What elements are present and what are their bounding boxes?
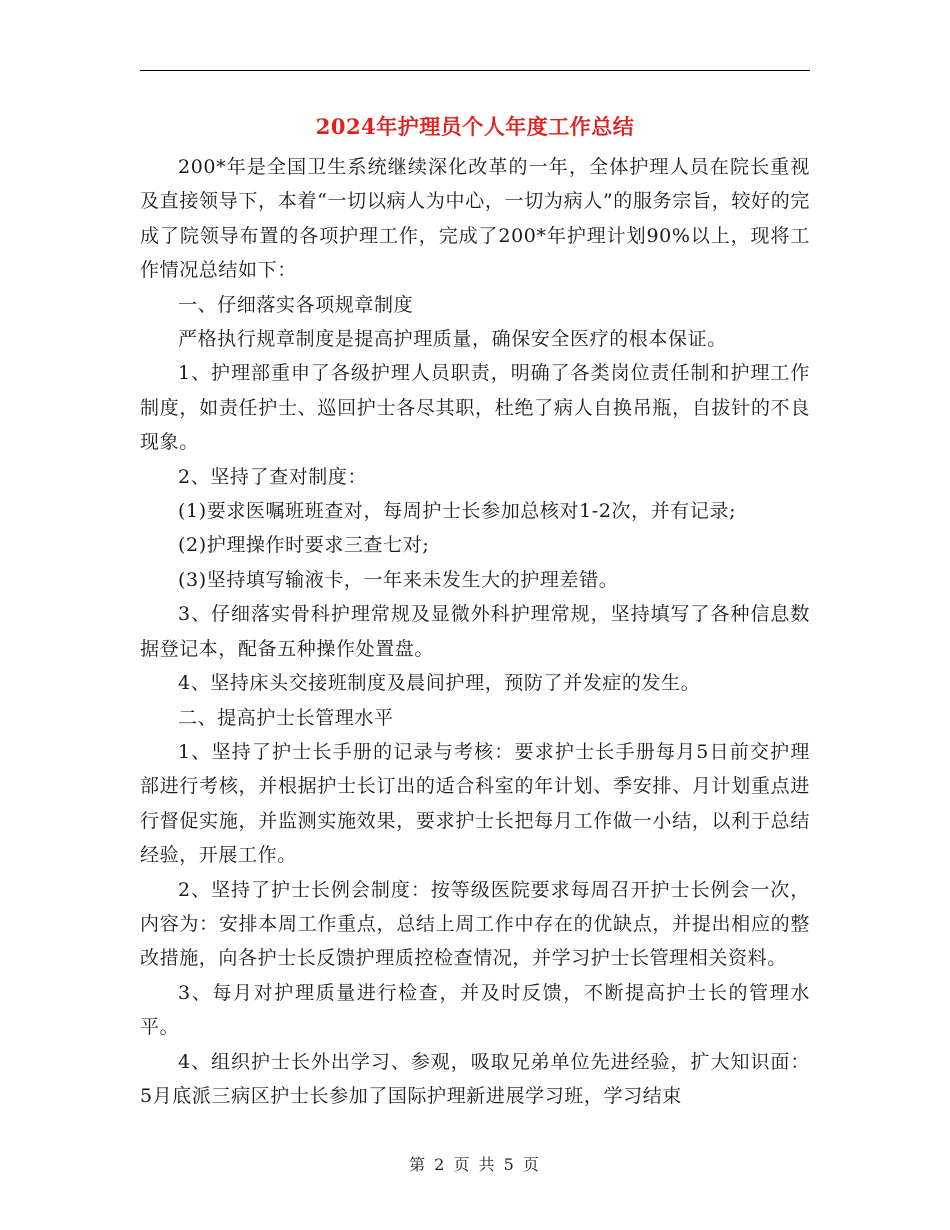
list-item: (1)要求医嘱班班查对，每周护士长参加总核对1-2次，并有记录;: [178, 500, 737, 523]
document-title: 2024年护理员个人年度工作总结: [315, 114, 635, 139]
paragraph: 4、坚持床头交接班制度及晨间护理，预防了并发症的发生。: [178, 672, 701, 695]
section-heading-2: 二、提高护士长管理水平: [178, 706, 394, 729]
paragraph: 2、坚持了查对制度：: [178, 465, 368, 488]
section-heading-1: 一、仔细落实各项规章制度: [178, 293, 414, 316]
paragraph: 4、组织护士长外出学习、参观，吸取兄弟单位先进经验，扩大知识面：5月底派三病区护士长参加了国际护理新进展学习班，学习结束: [140, 1050, 810, 1107]
document-body: [140, 150, 810, 1113]
paragraph-intro: 200*年是全国卫生系统继续深化改革的一年，全体护理人员在院长重视及直接领导下，本着“一切以病人为中心，一切为病人”的服务宗旨，较好的完成了院领导布置的各项护理工作，完成了200*年护理计划90%以上，现将工作情况总结如下：: [140, 156, 810, 282]
list-item: (2)护理操作时要求三查七对;: [178, 534, 430, 557]
page-number: 第 2 页 共 5 页: [409, 1155, 541, 1174]
header-rule: [140, 70, 810, 71]
paragraph: 1、坚持了护士长手册的记录与考核：要求护士长手册每月5日前交护理部进行考核，并根据护士长订出的适合科室的年计划、季安排、月计划重点进行督促实施，并监测实施效果，要求护士长把每月工作做一小结，以利于总结经验，开展工作。: [140, 740, 810, 867]
paragraph: 1、护理部重申了各级护理人员职责，明确了各类岗位责任制和护理工作制度，如责任护士、巡回护士各尽其职，杜绝了病人自换吊瓶，自拔针的不良现象。: [140, 362, 810, 454]
paragraph: 2、坚持了护士长例会制度：按等级医院要求每周召开护士长例会一次，内容为：安排本周工作重点，总结上周工作中存在的优缺点，并提出相应的整改措施，向各护士长反馈护理质控检查情况，并学习护士长管理相关资料。: [140, 878, 810, 970]
list-item: (3)坚持填写输液卡，一年来未发生大的护理差错。: [178, 568, 619, 591]
paragraph: 3、每月对护理质量进行检查，并及时反馈，不断提高护士长的管理水平。: [140, 981, 810, 1039]
paragraph: 3、仔细落实骨科护理常规及显微外科护理常规，坚持填写了各种信息数据登记本，配备五种操作处置盘。: [140, 603, 810, 660]
paragraph: 严格执行规章制度是提高护理质量，确保安全医疗的根本保证。: [178, 328, 727, 351]
